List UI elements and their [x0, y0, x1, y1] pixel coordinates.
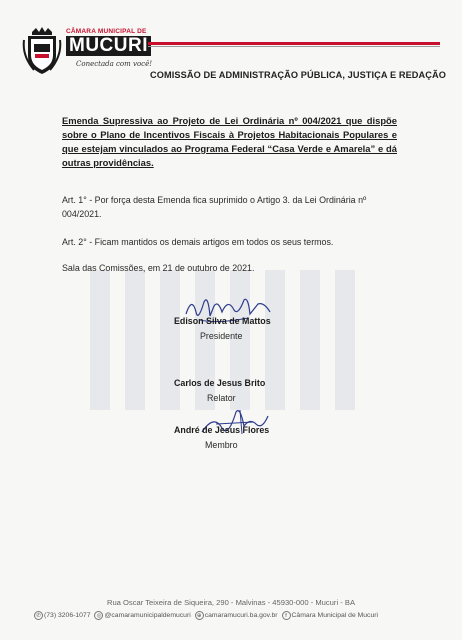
footer-website[interactable]	[195, 611, 278, 620]
header-gray-rule	[148, 46, 440, 47]
signer-2-name: Carlos de Jesus Brito	[174, 378, 266, 388]
signer-1-name: Edison Silva de Mattos	[174, 316, 271, 326]
committee-heading: COMISSÃO DE ADMINISTRAÇÃO PÚBLICA, JUSTIÇA E REDAÇÃO	[150, 70, 446, 80]
footer-instagram-text: @camaramunicipaldemucuri	[104, 612, 191, 619]
facebook-icon: f	[282, 611, 291, 620]
article-2: Art. 2° - Ficam mantidos os demais artigos em todos os seus termos.	[62, 237, 334, 247]
footer-address: Rua Oscar Teixeira de Siqueira, 290 - Malvinas - 45930-000 - Mucuri - BA	[106, 598, 356, 607]
chamber-name-big: MUCURI	[66, 36, 151, 56]
signer-2-role: Relator	[207, 393, 236, 403]
whatsapp-icon: ✆	[34, 611, 43, 620]
footer-phone-text: (73) 3206-1077	[44, 612, 91, 619]
footer-facebook-text: Câmara Municipal de Mucuri	[291, 612, 379, 619]
coat-of-arms-icon	[22, 26, 62, 76]
slogan: Conectada com você!	[76, 60, 153, 68]
signer-1-role: Presidente	[200, 331, 243, 341]
session-date: Sala das Comissões, em 21 de outubro de 2021.	[62, 263, 255, 273]
instagram-icon: ◎	[94, 611, 103, 620]
footer-contacts	[34, 611, 434, 620]
chamber-logo	[22, 26, 152, 78]
article-1: Art. 1° - Por força desta Emenda fica suprimido o Artigo 3. da Lei Ordinária nº 004/2021.	[62, 195, 367, 219]
globe-icon: ⊕	[195, 611, 204, 620]
header-red-rule	[148, 42, 440, 45]
footer-phone[interactable]	[34, 611, 90, 620]
signer-3-name: André de Jesus Flores	[174, 425, 270, 435]
footer-website-text: camaramucuri.ba.gov.br	[204, 612, 278, 619]
chamber-name-small: CÂMARA MUNICIPAL DE	[66, 28, 147, 35]
footer-facebook[interactable]	[282, 611, 379, 620]
signer-3-role: Membro	[205, 440, 238, 450]
amendment-title: Emenda Supressiva ao Projeto de Lei Ordinária nº 004/2021 que dispõe sobre o Plano de Incentivos Fiscais à Projetos Habitacionais Populares e que estejam vinculados ao Programa Federal “Casa Verde e Amarela” e dá outras providências.	[62, 115, 397, 168]
footer-instagram[interactable]	[94, 611, 190, 620]
